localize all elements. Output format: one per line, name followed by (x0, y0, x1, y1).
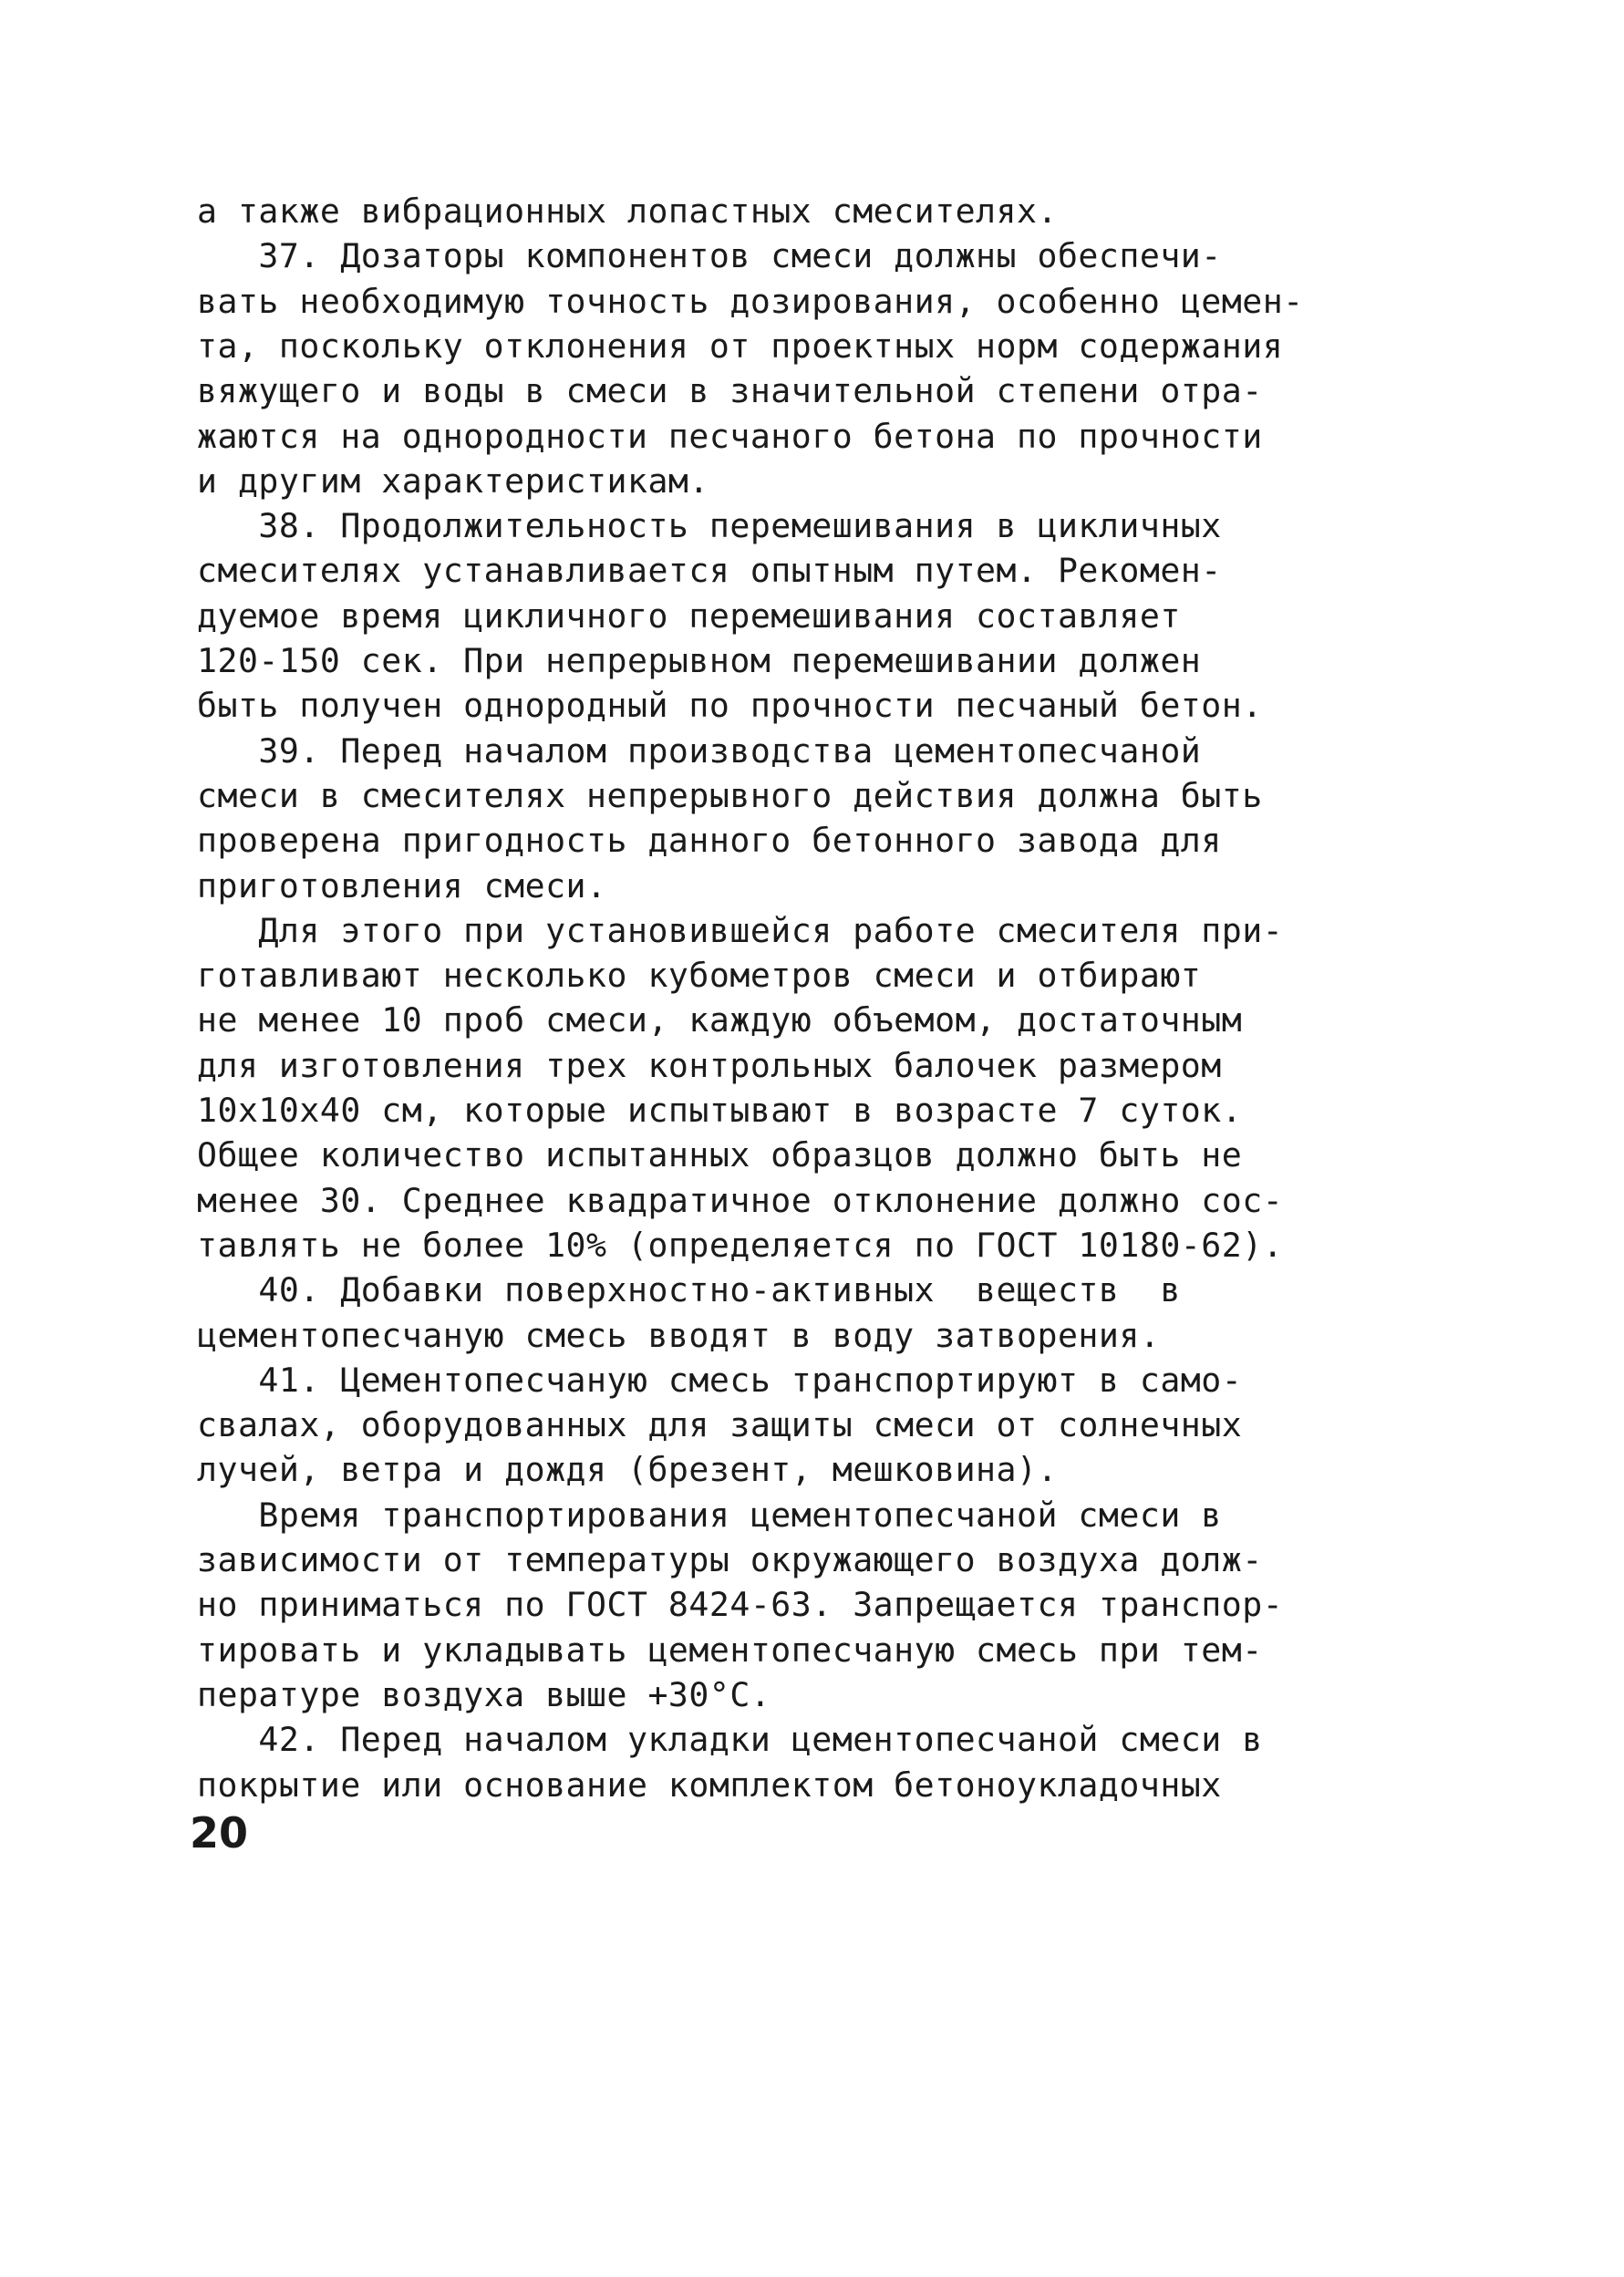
text-line: не менее 10 проб смеси, каждую объемом, достаточным (197, 1000, 1243, 1040)
text-line: Для этого при установившейся работе смесителя при- (197, 910, 1284, 950)
text-line: лучей, ветра и дождя (брезент, мешковина). (197, 1450, 1058, 1490)
text-line: покрытие или основание комплектом бетоноукладочных (197, 1765, 1222, 1805)
text-line: вать необходимую точность дозирования, особенно цемен- (197, 281, 1304, 321)
text-line: 37. Дозаторы компонентов смеси должны обеспечи- (197, 236, 1222, 276)
text-line: 38. Продолжительность перемешивания в цикличных (197, 506, 1222, 546)
text-line: 120-150 сек. При непрерывном перемешивании должен (197, 641, 1202, 680)
page-number: 20 (190, 1808, 249, 1858)
text-line: 39. Перед началом производства цементопесчаной (197, 730, 1202, 771)
text-line: 40. Добавки поверхностно-активных веществ в (197, 1270, 1181, 1310)
text-line: свалах, оборудованных для защиты смеси от солнечных (197, 1405, 1243, 1445)
text-line: вяжущего и воды в смеси в значительной степени отра- (197, 371, 1263, 411)
text-line: зависимости от температуры окружающего воздуха долж- (197, 1540, 1263, 1579)
text-line: менее 30. Среднее квадратичное отклонение должно сос- (197, 1180, 1284, 1220)
text-line: тировать и укладывать цементопесчаную смесь при тем- (197, 1630, 1263, 1670)
text-line: но приниматься по ГОСТ 8424-63. Запрещается транспор- (197, 1585, 1284, 1625)
text-line: смеси в смесителях непрерывного действия должна быть (197, 775, 1263, 815)
text-line: проверена пригодность данного бетонного завода для (197, 821, 1222, 861)
text-line: и другим характеристикам. (197, 461, 709, 501)
text-line: дуемое время цикличного перемешивания составляет (197, 595, 1181, 636)
text-line: та, поскольку отклонения от проектных норм содержания (197, 326, 1284, 366)
text-line: для изготовления трех контрольных балочек размером (197, 1045, 1222, 1085)
text-line: смесителях устанавливается опытным путем. Рекомен- (197, 551, 1222, 591)
text-line: тавлять не более 10% (определяется по ГОСТ 10180-62). (197, 1225, 1284, 1265)
text-line: Время транспортирования цементопесчаной смеси в (197, 1495, 1222, 1535)
text-line: Общее количество испытанных образцов должно быть не (197, 1135, 1243, 1175)
text-line: быть получен однородный по прочности песчаный бетон. (197, 686, 1263, 726)
text-line: а также вибрационных лопастных смесителях. (197, 191, 1058, 231)
text-line: готавливают несколько кубометров смеси и отбирают (197, 956, 1202, 996)
text-line: приготовления смеси. (197, 865, 607, 906)
text-line: цементопесчаную смесь вводят в воду затворения. (197, 1315, 1161, 1355)
text-line: 41. Цементопесчаную смесь транспортируют в само- (197, 1360, 1243, 1400)
text-line: 10х10х40 см, которые испытывают в возрасте 7 суток. (197, 1091, 1243, 1130)
text-line: пературе воздуха выше +30°С. (197, 1674, 771, 1714)
text-line: жаются на однородности песчаного бетона по прочности (197, 416, 1263, 456)
text-line: 42. Перед началом укладки цементопесчаной смеси в (197, 1720, 1263, 1760)
